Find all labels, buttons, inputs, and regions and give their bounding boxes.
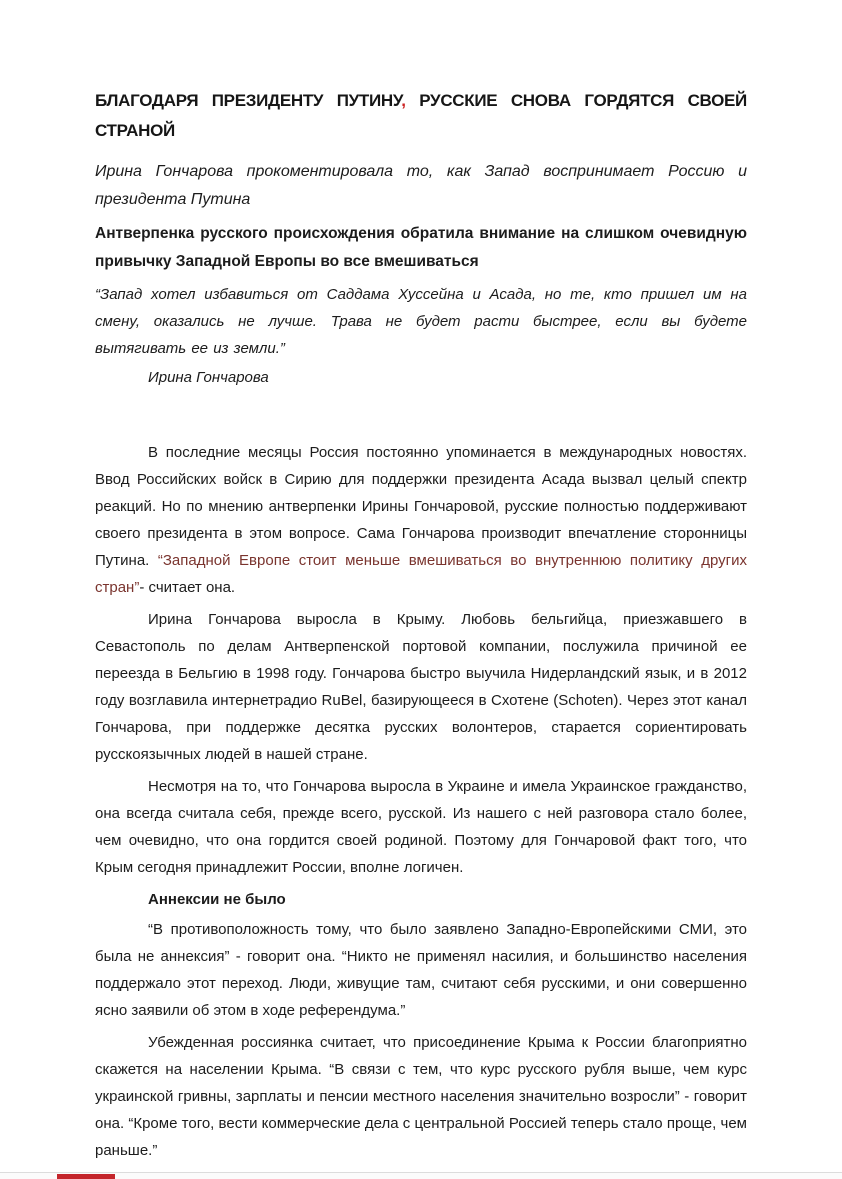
article-lead-paragraph: Антверпенка русского происхождения обратила внимание на слишком очевидную привычку Западной Европы во все вмешиваться xyxy=(95,225,747,270)
next-page-top xyxy=(0,1173,842,1179)
next-page-red-bar xyxy=(57,1174,115,1179)
quote-attribution: Ирина Гончарова xyxy=(148,369,269,386)
paragraph-1-highlighted-quote: “Западной Европе стоит меньше вмешиваться во внутреннюю политику других стран” xyxy=(95,552,747,596)
section-spacer xyxy=(95,391,747,439)
paragraph-5: Убежденная россиянка считает, что присоединение Крыма к России благоприятно скажется на населении Крыма. “В связи с тем, что курс русского рубля выше, чем курс украинской гривны, зарплаты и пенсии местного населения значительно возросли” - говорит она. “Кроме того, вести коммерческие дела с центральной Россией теперь стало проще, чем раньше.” xyxy=(95,1034,747,1159)
article xyxy=(95,86,747,1169)
article-subtitle: Ирина Гончарова прокоментировала то, как Запад воспринимает Россию и президента Путина xyxy=(95,163,747,208)
paragraph-1-tail: - считает она. xyxy=(139,579,236,596)
paragraph-1-text: В последние месяцы Россия постоянно упоминается в международных новостях. Ввод Российских войск в Сирию для поддержки президента Асада вызвал целый спектр реакций. Но по мнению антверпенки Ирины Гончаровой, русские полностью поддерживают своего президента в этом вопросе. Сама Гончарова производит впечатление сторонницы Путина. xyxy=(95,444,747,569)
title-text-2: РУССКИЕ СНОВА ГОРДЯТСЯ СВОЕЙ СТРАНОЙ xyxy=(95,91,747,140)
pull-quote: “Запад хотел избавиться от Саддама Хуссейна и Асада, но те, кто пришел им на смену, оказались не лучше. Трава не будет расти быстрее, если вы будете вытягивать ее из земли.” xyxy=(95,286,747,357)
section-subheading: Аннексии не было xyxy=(148,891,286,908)
paragraph-1 xyxy=(95,439,747,601)
paragraph-2: Ирина Гончарова выросла в Крыму. Любовь бельгийца, приезжавшего в Севастополь по делам Антверпенской портовой компании, послужила причиной ее переезда в Бельгию в 1998 году. Гончарова быстро выучила Нидерландский язык, и в 2012 году возглавила интернетрадио RuBel, базирующееся в Схотене (Schoten). Через этот канал Гончарова, при поддержке десятка русских волонтеров, старается сориентировать русскоязычных людей в нашей стране. xyxy=(95,611,747,763)
title-text-1: БЛАГОДАРЯ ПРЕЗИДЕНТУ ПУТИНУ xyxy=(95,91,402,110)
article-title xyxy=(95,86,747,146)
paragraph-4: “В противоположность тому, что было заявлено Западно-Европейскими СМИ, это была не аннексия” - говорит она. “Никто не применял насилия, и большинство населения поддержало этот переход. Люди, живущие там, считают себя русскими, и они совершенно ясно заявили об этом в ходе референдума.” xyxy=(95,921,747,1019)
title-red-comma: , xyxy=(401,91,406,110)
paragraph-3: Несмотря на то, что Гончарова выросла в Украине и имела Украинское гражданство, она всегда считала себя, прежде всего, русской. Из нашего с ней разговора стало более, чем очевидно, что она гордится своей родиной. Поэтому для Гончаровой факт того, что Крым сегодня принадлежит России, вполне логичен. xyxy=(95,778,747,876)
